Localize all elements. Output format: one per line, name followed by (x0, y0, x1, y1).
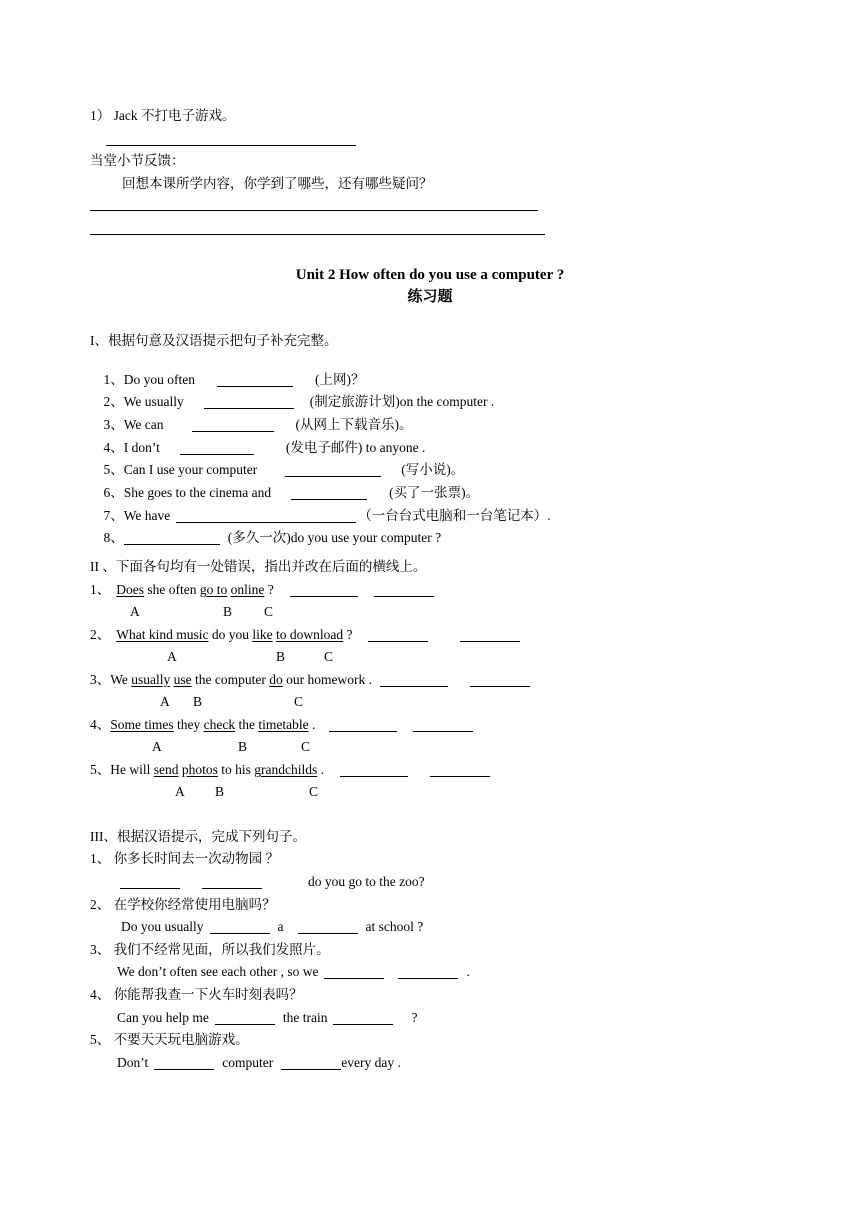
section2-heading: II 、下面各句均有一处错误，指出并改在后面的横线上。 (90, 559, 427, 574)
item-text: We don’t often see each other , so we (117, 964, 319, 979)
item-text: . (466, 964, 470, 979)
option-c-text: do (269, 672, 283, 687)
item-text: 8、 (103, 530, 124, 545)
item-text: they (173, 717, 204, 732)
item-text: to his (217, 762, 255, 777)
item-text: do you go to the zoo? (308, 874, 425, 889)
item-text: ? (343, 627, 353, 642)
section1-heading: I、根据句意及汉语提示把句子补充完整。 (90, 333, 338, 348)
label-b: B (223, 604, 233, 619)
mistake-letter-blank[interactable] (290, 582, 358, 597)
item-text: the train (282, 1010, 328, 1025)
item-number: 2、 (90, 627, 111, 642)
item-text: computer (222, 1055, 274, 1070)
item-text: . (317, 762, 325, 777)
item-text: our homework . (282, 672, 372, 687)
correction-blank[interactable] (374, 582, 434, 597)
answer-line (106, 145, 356, 146)
s3-item-4-english (117, 1010, 417, 1026)
blank-input[interactable] (124, 530, 220, 545)
feedback-line-1 (90, 210, 538, 211)
item-number: 3、We (90, 672, 132, 687)
correction-blank[interactable] (430, 762, 490, 777)
label-b: B (193, 694, 203, 709)
option-a-text: Does (116, 582, 144, 597)
item-hint: （一台台式电脑和一台笔记本）. (358, 508, 551, 523)
option-c-text: timetable (258, 717, 309, 732)
label-c: C (301, 739, 311, 754)
item-text: 2、We usually (103, 394, 184, 409)
option-a-text: usually (131, 672, 171, 687)
s3-item-3-chinese: 3、 我们不经常见面，所以我们发照片。 (90, 942, 330, 957)
item-hint: (制定旅游计划)on the computer . (309, 394, 495, 409)
feedback-line-2 (90, 234, 545, 235)
item-text: 7、We have (103, 508, 171, 523)
item-text: 3、We can (103, 417, 164, 432)
s3-item-3-english (117, 964, 470, 980)
item-text: . (308, 717, 316, 732)
label-c: C (294, 694, 304, 709)
item-hint: (写小说)。 (401, 462, 465, 477)
unit-title: Unit 2 How often do you use a computer ? (295, 267, 565, 283)
label-a: A (130, 604, 140, 619)
item-text: Don’t (117, 1055, 149, 1070)
section3-heading: III、根据汉语提示，完成下列句子。 (90, 829, 306, 844)
item-text: Can you help me (117, 1010, 209, 1025)
item-text: ? (264, 582, 274, 597)
s2-item-2 (90, 627, 522, 643)
correction-blank[interactable] (460, 627, 520, 642)
item-text: 1、Do you often (103, 372, 195, 387)
option-c-text: online (230, 582, 265, 597)
item-hint: (多久一次)do you use your computer ? (227, 530, 442, 545)
blank-input[interactable] (215, 1010, 275, 1025)
item-text: she often (144, 582, 200, 597)
option-a-text: Some times (110, 717, 174, 732)
blank-input[interactable] (154, 1055, 214, 1070)
label-b: B (215, 784, 225, 799)
item-hint: (买了一张票)。 (389, 485, 480, 500)
option-b-text: like (252, 627, 273, 642)
s3-item-1-english (120, 874, 425, 890)
blank-input[interactable] (398, 964, 458, 979)
option-c-text: grandchilds (254, 762, 318, 777)
correction-blank[interactable] (470, 672, 530, 687)
s3-item-2-chinese: 2、 在学校你经常使用电脑吗？ (90, 897, 276, 912)
s2-item-4 (90, 717, 475, 733)
feedback-heading: 当堂小节反馈： (90, 153, 185, 168)
label-b: B (276, 649, 286, 664)
item-text: at school ? (365, 919, 424, 934)
blank-input[interactable] (202, 874, 262, 889)
mistake-letter-blank[interactable] (380, 672, 448, 687)
option-a-text: send (153, 762, 179, 777)
label-a: A (167, 649, 177, 664)
label-c: C (264, 604, 274, 619)
s2-item-5 (90, 762, 492, 778)
label-a: A (175, 784, 185, 799)
mistake-letter-blank[interactable] (368, 627, 428, 642)
blank-input[interactable] (281, 1055, 341, 1070)
label-a: A (160, 694, 170, 709)
s2-item-1 (90, 582, 436, 598)
s3-item-4-chinese: 4、 你能帮我查一下火车时刻表吗？ (90, 987, 303, 1002)
s2-item-3 (90, 672, 532, 688)
mistake-letter-blank[interactable] (329, 717, 397, 732)
item-text: every day . (341, 1055, 401, 1070)
item-number: 4、 (90, 717, 111, 732)
s3-item-5-english (117, 1055, 401, 1071)
item-text: 5、Can I use your computer (103, 462, 258, 477)
option-b-text: photos (181, 762, 218, 777)
option-c-text: to download (275, 627, 344, 642)
mistake-letter-blank[interactable] (340, 762, 408, 777)
s1-item-8 (90, 514, 441, 562)
label-b: B (238, 739, 248, 754)
item-hint: (上网)？ (315, 372, 365, 387)
item-hint: (发电子邮件) to anyone . (285, 440, 426, 455)
item-number: 5、He will (90, 762, 154, 777)
item-text: Do you usually (121, 919, 204, 934)
item-text: the (235, 717, 259, 732)
option-b-text: go to (199, 582, 228, 597)
s3-item-1-chinese: 1、 你多长时间去一次动物园 ？ (90, 851, 279, 866)
top-question-1: 1） Jack 不打电子游戏。 (90, 108, 236, 123)
blank-input[interactable] (333, 1010, 393, 1025)
blank-input[interactable] (298, 919, 358, 934)
item-text: ? (411, 1010, 418, 1025)
label-a: A (152, 739, 162, 754)
option-b-text: check (203, 717, 236, 732)
option-a-text: What kind music (116, 627, 209, 642)
item-text: 6、She goes to the cinema and (103, 485, 272, 500)
feedback-prompt: 回想本课所学内容，你学到了哪些，还有哪些疑问？ (122, 176, 433, 191)
item-hint: (从网上下载音乐)。 (295, 417, 413, 432)
option-b-text: use (173, 672, 192, 687)
item-number: 1、 (90, 582, 111, 597)
item-text: a (277, 919, 284, 934)
label-c: C (324, 649, 334, 664)
s3-item-5-chinese: 5、 不要天天玩电脑游戏。 (90, 1032, 249, 1047)
item-text: do you (208, 627, 253, 642)
correction-blank[interactable] (413, 717, 473, 732)
item-text: the computer (191, 672, 270, 687)
blank-input[interactable] (210, 919, 270, 934)
s3-item-2-english (121, 919, 423, 935)
blank-input[interactable] (324, 964, 384, 979)
blank-input[interactable] (120, 874, 180, 889)
item-text: 4、I don’t (103, 440, 160, 455)
exercise-title: 练习题 (407, 289, 453, 305)
label-c: C (309, 784, 319, 799)
